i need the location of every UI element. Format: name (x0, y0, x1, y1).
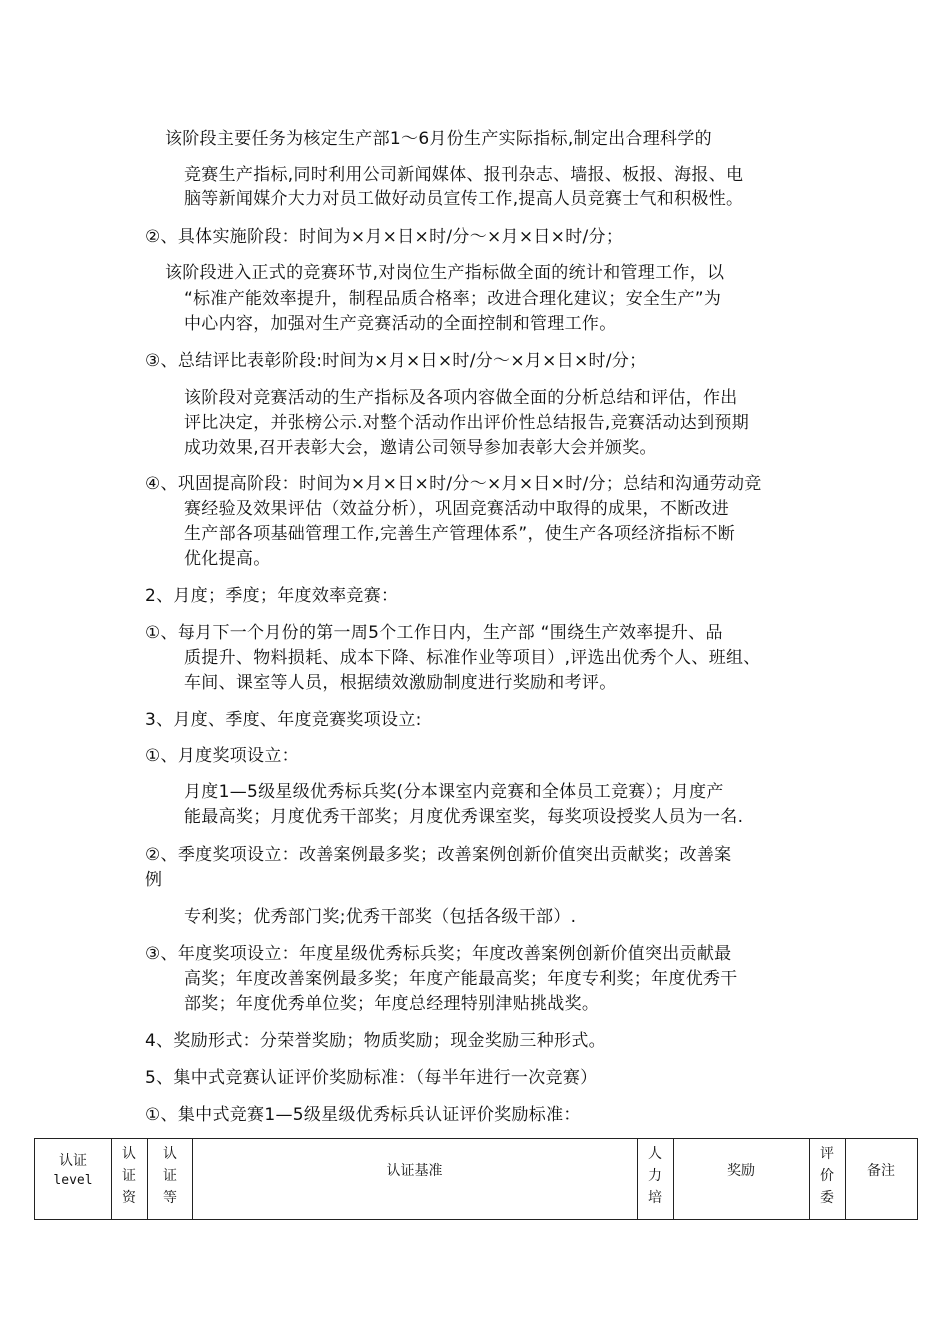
paragraph-line: 竞赛生产指标,同时利用公司新闻媒体、报刊杂志、墙报、板报、海报、电 (184, 165, 744, 185)
header-hr-training (645, 1143, 665, 1209)
award-standard-table (34, 1138, 918, 1220)
header-grade (160, 1143, 180, 1209)
header-qualification (119, 1143, 139, 1209)
paragraph-line: 高奖；年度改善案例最多奖；年度产能最高奖；年度专利奖；年度优秀干 (184, 969, 738, 989)
paragraph-line: 该阶段进入正式的竞赛环节,对岗位生产指标做全面的统计和管理工作，以 (165, 263, 725, 283)
header-level-en: level (53, 1173, 93, 1188)
paragraph-line: 例 (145, 870, 163, 890)
paragraph-line: 成功效果,召开表彰大会，邀请公司领导参加表彰大会并颁奖。 (184, 438, 657, 458)
header-char: 人 (648, 1146, 662, 1162)
section-heading: ②、具体实施阶段：时间为×月×日×时/分～×月×日×时/分； (145, 227, 624, 247)
section-heading: ④、巩固提高阶段：时间为×月×日×时/分～×月×日×时/分；总结和沟通劳动竞 (145, 474, 762, 494)
section-heading: 5、集中式竞赛认证评价奖励标准：（每半年进行一次竞赛） (145, 1068, 598, 1088)
header-char: 资 (122, 1190, 136, 1206)
table-divider (147, 1139, 148, 1219)
section-heading: ①、集中式竞赛1—5级星级优秀标兵认证评价奖励标准： (145, 1105, 581, 1125)
header-char: 认 (163, 1146, 177, 1162)
paragraph-line: 生产部各项基础管理工作,完善生产管理体系”，使生产各项经济指标不断 (184, 524, 736, 544)
section-heading: ③、总结评比表彰阶段:时间为×月×日×时/分～×月×日×时/分； (145, 351, 647, 371)
paragraph-line: 月度1—5级星级优秀标兵奖(分本课室内竞赛和全体员工竞赛）；月度产 (184, 782, 724, 802)
table-divider (809, 1139, 810, 1219)
header-level (35, 1151, 111, 1191)
paragraph-line: 专利奖；优秀部门奖;优秀干部奖（包括各级干部）. (184, 907, 577, 927)
header-criteria: 认证基准 (386, 1163, 443, 1179)
header-char: 证 (122, 1168, 136, 1184)
section-heading: 2、月度；季度；年度效率竞赛： (145, 586, 399, 606)
paragraph-line: 车间、课室等人员，根据绩效激励制度进行奖励和考评。 (184, 673, 617, 693)
paragraph-line: 该阶段主要任务为核定生产部1～6月份生产实际指标,制定出合理科学的 (165, 129, 712, 149)
header-char: 委 (820, 1190, 834, 1206)
paragraph-line: 质提升、物料损耗、成本下降、标准作业等项目）,评选出优秀个人、班组、 (184, 648, 761, 668)
header-remarks: 备注 (867, 1163, 895, 1179)
paragraph-line: 赛经验及效果评估（效益分析），巩固竞赛活动中取得的成果，不断改进 (184, 499, 730, 519)
header-char: 证 (163, 1168, 177, 1184)
paragraph-line: ③、年度奖项设立：年度星级优秀标兵奖；年度改善案例创新价值突出贡献最 (145, 944, 732, 964)
table-divider (637, 1139, 638, 1219)
paragraph-line: 该阶段对竞赛活动的生产指标及各项内容做全面的分析总结和评估，作出 (184, 388, 738, 408)
header-char: 认 (122, 1146, 136, 1162)
header-char: 价 (820, 1168, 834, 1184)
header-char: 培 (648, 1190, 662, 1206)
paragraph-line: 部奖；年度优秀单位奖；年度总经理特别津贴挑战奖。 (184, 994, 600, 1014)
header-level-cn: 认证 (59, 1153, 87, 1169)
section-heading: 4、奖励形式：分荣誉奖励；物质奖励；现金奖励三种形式。 (145, 1031, 606, 1051)
header-char: 等 (163, 1190, 177, 1206)
section-heading: ①、月度奖项设立： (145, 746, 299, 766)
header-reward: 奖励 (727, 1163, 755, 1179)
paragraph-line: 评比决定，并张榜公示.对整个活动作出评价性总结报告,竞赛活动达到预期 (184, 413, 750, 433)
table-divider (111, 1139, 112, 1219)
paragraph-line: ①、每月下一个月份的第一周5个工作日内，生产部 “围绕生产效率提升、品 (145, 623, 723, 643)
paragraph-line: ②、季度奖项设立：改善案例最多奖；改善案例创新价值突出贡献奖；改善案 (145, 845, 732, 865)
paragraph-line: 中心内容，加强对生产竞赛活动的全面控制和管理工作。 (184, 314, 617, 334)
section-heading: 3、月度、季度、年度竞赛奖项设立: (145, 710, 422, 730)
paragraph-line: “标准产能效率提升，制程品质合格率；改进合理化建议；安全生产”为 (184, 289, 722, 309)
paragraph-line: 能最高奖；月度优秀干部奖；月度优秀课室奖，每奖项设授奖人员为一名. (184, 807, 744, 827)
header-committee (817, 1143, 837, 1209)
header-char: 力 (648, 1168, 662, 1184)
paragraph-line: 优化提高。 (184, 549, 271, 569)
paragraph-line: 脑等新闻媒介大力对员工做好动员宣传工作,提高人员竞赛士气和积极性。 (184, 189, 744, 209)
header-char: 评 (820, 1146, 834, 1162)
